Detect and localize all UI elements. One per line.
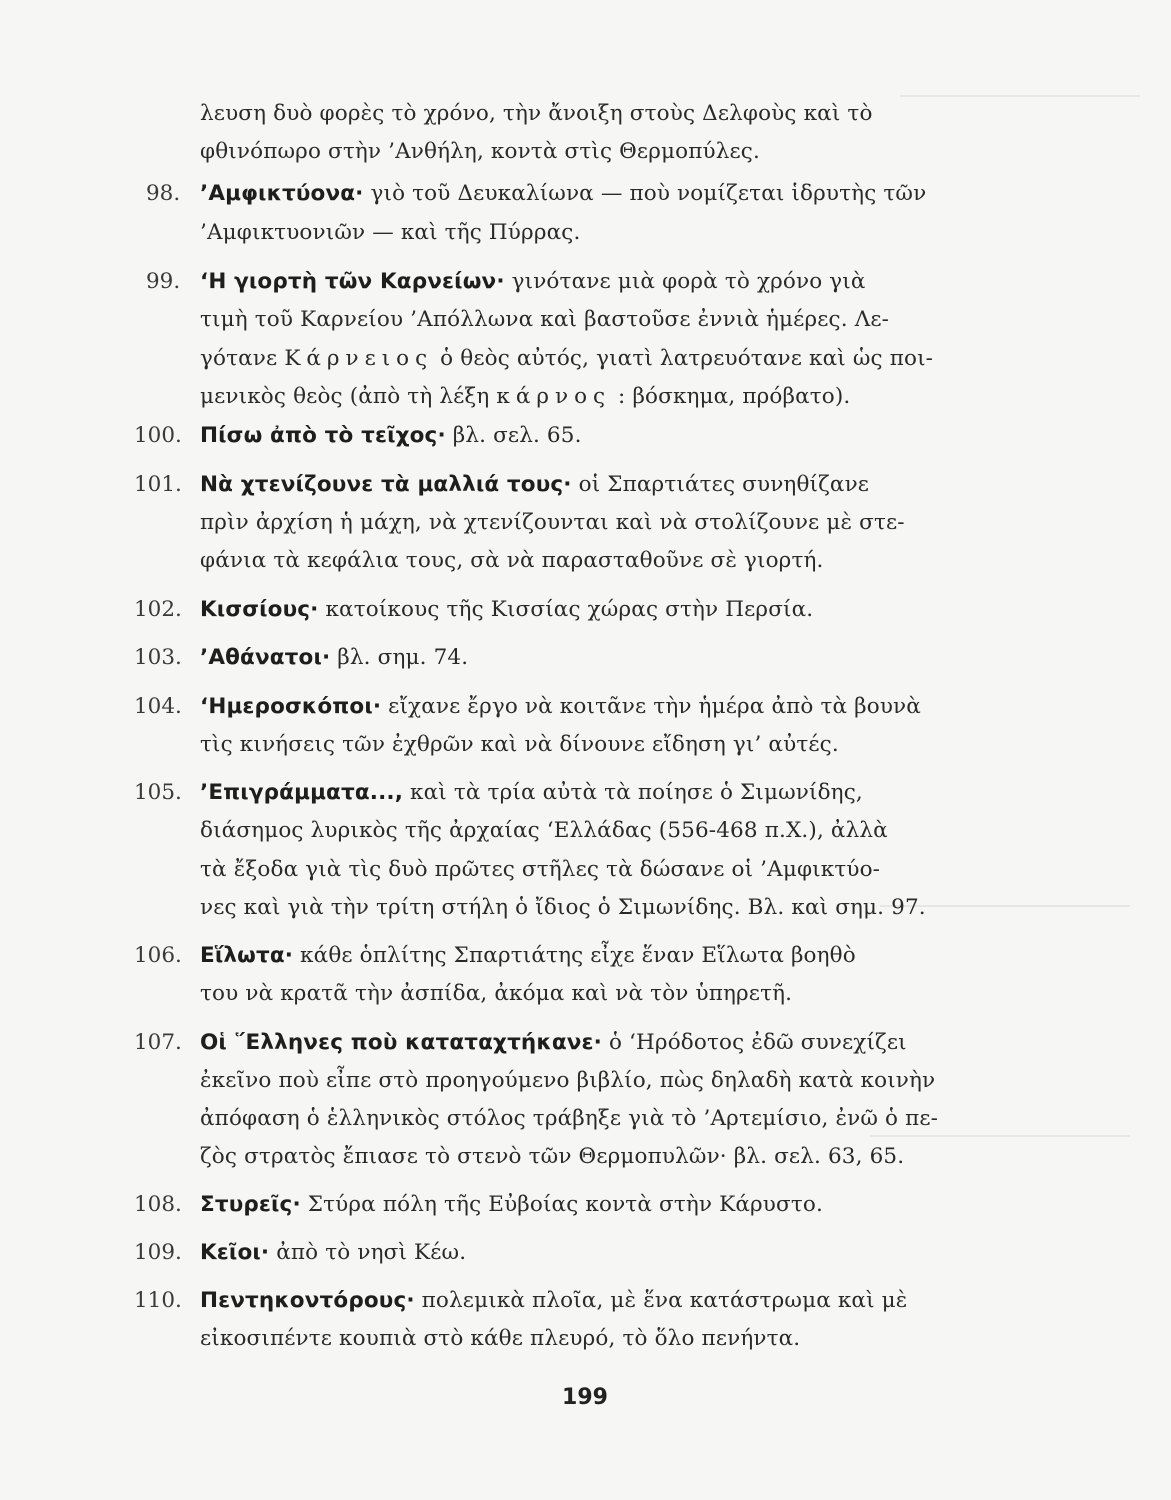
note-number: 99. (146, 269, 181, 294)
note-first-line (200, 470, 869, 500)
note-term: Πίσω ἀπὸ τὸ τεῖχος· (200, 423, 446, 448)
note-first-line (200, 1238, 466, 1268)
bleed-through-mark (900, 95, 1140, 97)
note-number: 106. (134, 943, 182, 968)
text-line: νες καὶ γιὰ τὴν τρίτη στήλη ὁ ἴδιος ὁ Σιμωνίδης. Βλ. καὶ σημ. 97. (200, 895, 926, 920)
text-line: φθινόπωρο στὴν ’Ανθήλη, κοντὰ στὶς Θερμοπύλες. (200, 139, 760, 164)
note-number: 98. (146, 181, 181, 206)
note-text: γιὸ τοῦ Δευκαλίωνα — ποὺ νομίζεται ἱδρυτὴς τῶν (363, 181, 927, 206)
note-term: ‘Η γιορτὴ τῶν Καρνείων· (200, 269, 505, 294)
note-text: εἴχανε ἔργο νὰ κοιτᾶνε τὴν ἡμέρα ἀπὸ τὰ βουνὰ (381, 694, 921, 719)
note-first-line (200, 421, 582, 451)
note-text: ἀπὸ τὸ νησὶ Κέω. (269, 1240, 467, 1265)
text-line (200, 382, 850, 412)
text-segment: ὁ θεὸς αὐτός, γιατὶ λατρευότανε καὶ ὡς ποι- (433, 346, 934, 371)
note-number: 101. (134, 472, 182, 497)
note-term: Νὰ χτενίζουνε τὰ μαλλιά τους· (200, 472, 572, 497)
text-line: ’Αμφικτυονιῶν — καὶ τῆς Πύρρας. (200, 220, 581, 245)
note-number: 110. (134, 1288, 182, 1313)
text-line: ἀπόφαση ὁ ἑλληνικὸς στόλος τράβηξε γιὰ τὸ ’Αρτεμίσιο, ἐνῶ ὁ πε- (200, 1106, 939, 1131)
note-term: ’Αμφικτύονα· (200, 181, 364, 206)
text-line: εἰκοσιπέντε κουπιὰ στὸ κάθε πλευρό, τὸ ὅλο πενήντα. (200, 1326, 801, 1351)
note-term: Στυρεῖς· (200, 1192, 301, 1217)
note-number: 100. (134, 423, 182, 448)
note-first-line (200, 643, 468, 673)
text-line: τιμὴ τοῦ Καρνείου ’Απόλλωνα καὶ βαστοῦσε ἐννιὰ ἡμέρες. Λε- (200, 307, 890, 332)
text-segment: γότανε (200, 346, 285, 371)
text-line (200, 344, 933, 374)
note-number: 102. (134, 597, 182, 622)
note-term: Εἵλωτα· (200, 943, 294, 968)
note-first-line (200, 941, 856, 971)
note-text: βλ. σημ. 74. (330, 645, 469, 670)
text-segment: : βόσκημα, πρόβατο). (611, 384, 851, 409)
text-line: φάνια τὰ κεφάλια τους, σὰ νὰ παρασταθοῦνε σὲ γιορτή. (200, 548, 824, 573)
note-number: 109. (134, 1240, 182, 1265)
note-first-line (200, 778, 863, 808)
note-term: Οἱ ῞Ελληνες ποὺ καταταχτήκανε· (200, 1030, 602, 1055)
text-line: ἐκεῖνο ποὺ εἶπε στὸ προηγούμενο βιβλίο, πὼς δηλαδὴ κατὰ κοινὴν (200, 1068, 936, 1093)
note-number: 104. (134, 694, 182, 719)
note-text: οἱ Σπαρτιάτες συνηθίζανε (571, 472, 870, 497)
note-number: 105. (134, 780, 182, 805)
note-first-line (200, 1028, 907, 1058)
note-first-line (200, 1286, 907, 1316)
note-term: ’Αθάνατοι· (200, 645, 331, 670)
text-line: τὰ ἔξοδα γιὰ τὶς δυὸ πρῶτες στῆλες τὰ δώσανε οἱ ’Αμφικτύο- (200, 857, 881, 882)
note-text: πολεμικὰ πλοῖα, μὲ ἕνα κατάστρωμα καὶ μὲ (414, 1288, 908, 1313)
note-number: 103. (134, 645, 182, 670)
note-first-line (200, 1190, 823, 1220)
spaced-word: Κάρνειος (284, 346, 434, 371)
note-text: κάθε ὁπλίτης Σπαρτιάτης εἶχε ἕναν Εἵλωτα βοηθὸ (293, 943, 856, 968)
text-segment: μενικὸς θεὸς (ἀπὸ τὴ λέξη (200, 384, 497, 409)
note-first-line (200, 267, 866, 297)
note-text: κατοίκους τῆς Κισσίας χώρας στὴν Περσία. (318, 597, 814, 622)
note-text: ὁ ‘Ηρόδοτος ἐδῶ συνεχίζει (601, 1030, 907, 1055)
note-first-line (200, 179, 926, 209)
text-line: διάσημος λυρικὸς τῆς ἀρχαίας ‘Ελλάδας (556-468 π.Χ.), ἀλλὰ (200, 818, 888, 843)
note-text: βλ. σελ. 65. (445, 423, 582, 448)
note-first-line (200, 595, 813, 625)
note-number: 107. (134, 1030, 182, 1055)
page-number: 199 (562, 1385, 608, 1410)
note-term: ‘Ημεροσκόποι· (200, 694, 382, 719)
text-line: του νὰ κρατᾶ τὴν ἀσπίδα, ἀκόμα καὶ νὰ τὸν ὑπηρετῆ. (200, 981, 793, 1006)
spaced-word: κάρνος (496, 384, 612, 409)
note-text: γινότανε μιὰ φορὰ τὸ χρόνο γιὰ (504, 269, 866, 294)
bleed-through-mark (870, 1135, 1130, 1137)
note-text: καὶ τὰ τρία αὐτὰ τὰ ποίησε ὁ Σιμωνίδης, (403, 780, 863, 805)
note-text: Στύρα πόλη τῆς Εὐβοίας κοντὰ στὴν Κάρυστο. (300, 1192, 823, 1217)
note-term: Κεῖοι· (200, 1240, 270, 1265)
note-term: Πεντηκοντόρους· (200, 1288, 415, 1313)
text-line: τὶς κινήσεις τῶν ἐχθρῶν καὶ νὰ δίνουνε εἴδηση γι’ αὐτές. (200, 732, 839, 757)
text-line: λευση δυὸ φορὲς τὸ χρόνο, τὴν ἄνοιξη στοὺς Δελφοὺς καὶ τὸ (200, 101, 873, 126)
note-number: 108. (134, 1192, 182, 1217)
text-line: ζὸς στρατὸς ἔπιασε τὸ στενὸ τῶν Θερμοπυλῶν· βλ. σελ. 63, 65. (200, 1144, 905, 1169)
note-term: Κισσίους· (200, 597, 319, 622)
note-first-line (200, 692, 921, 722)
text-line: πρὶν ἀρχίση ἡ μάχη, νὰ χτενίζουνται καὶ νὰ στολίζουνε μὲ στε- (200, 510, 905, 535)
note-term: ’Επιγράμματα..., (200, 780, 404, 805)
